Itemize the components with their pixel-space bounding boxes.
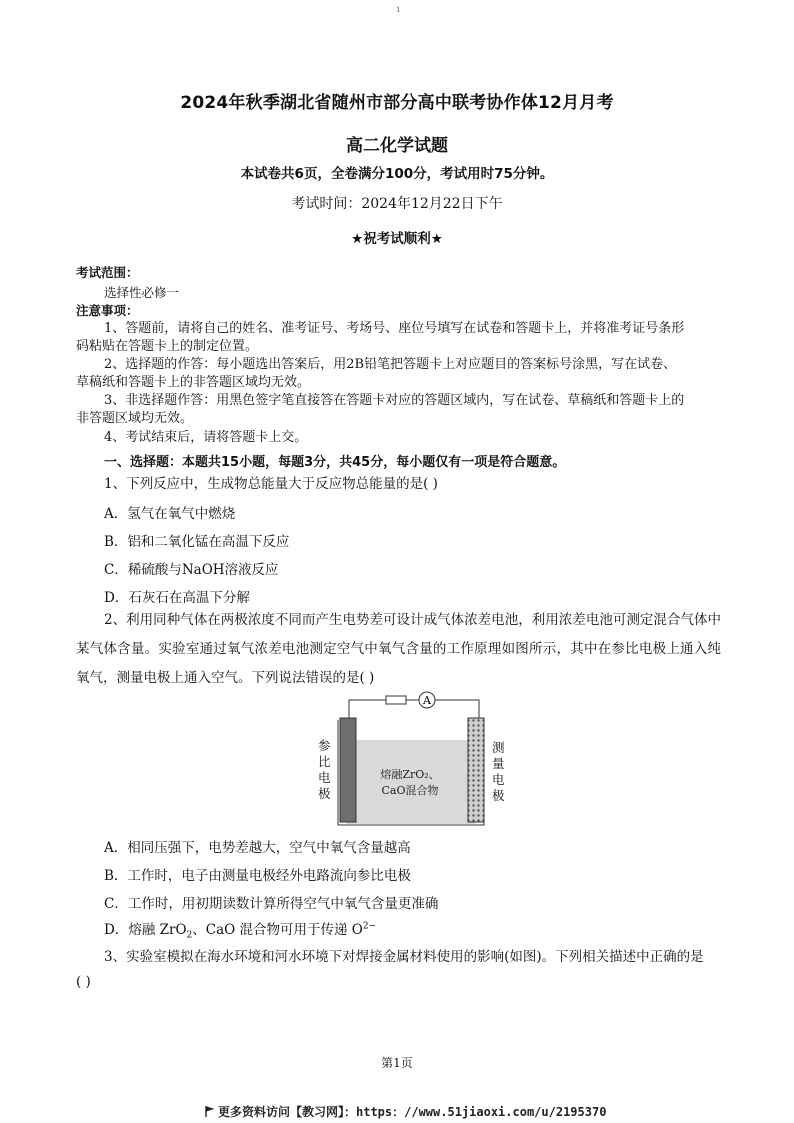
question-3-blank: ( )	[76, 974, 91, 990]
good-luck-line: ★祝考试顺利★	[351, 231, 443, 247]
exam-info: 本试卷共6页，全卷满分100分，考试用时75分钟。	[240, 166, 554, 182]
exam-subtitle: 高二化学试题	[346, 136, 448, 156]
q1-option-c: C．稀硫酸与NaOH溶液反应	[104, 562, 279, 578]
note-line: 2、选择题的作答：每小题选出答案后，用2B铅笔把答题卡上对应题目的答案标号涂黑，写在试卷、	[104, 357, 677, 372]
question-3-stem: 3、实验室模拟在海水环境和河水环境下对焊接金属材料使用的影响(如图)。下列相关描述中正确的是	[104, 949, 704, 965]
footer-link-text: 更多资料访问【教习网】：https：//www.51jiaoxi.com/u/2195370	[218, 1105, 607, 1119]
concentration-cell-diagram	[316, 688, 506, 830]
q2-option-c: C．工作时，用初期读数计算所得空气中氧气含量更准确	[104, 896, 439, 912]
scope-label: 考试范围：	[76, 265, 139, 280]
q1-option-a: A．氢气在氧气中燃烧	[104, 506, 236, 522]
ammeter-label: A	[423, 694, 431, 707]
note-line: 非答题区域均无效。	[76, 411, 194, 426]
measuring-electrode-label: 测量电极	[492, 740, 505, 803]
exam-title: 2024年秋季湖北省随州市部分高中联考协作体12月月考	[180, 93, 614, 113]
electrolyte-label-line2: CaO混合物	[381, 784, 439, 797]
notes-label: 注意事项：	[76, 303, 139, 318]
reference-electrode	[340, 718, 356, 822]
footer-link[interactable]	[205, 1103, 606, 1120]
resistor-icon	[386, 696, 406, 704]
question-1-stem: 1、下列反应中，生成物总能量大于反应物总能量的是( )	[104, 476, 438, 492]
exam-time: 考试时间：2024年12月22日下午	[291, 196, 503, 212]
flag-icon	[205, 1106, 215, 1117]
q1-option-b: B．铝和二氧化锰在高温下反应	[104, 534, 290, 550]
page-number: 第1页	[381, 1056, 413, 1070]
electrolyte-fill	[346, 740, 476, 824]
note-line: 码粘贴在答题卡上的制定位置。	[76, 339, 259, 354]
reference-electrode-label: 参比电极	[318, 738, 331, 801]
note-line: 4、考试结束后，请将答题卡上交。	[104, 430, 308, 445]
q1-option-d: D．石灰石在高温下分解	[104, 590, 250, 606]
q2-option-d: D．熔融 ZrO$_2$、CaO 混合物可用于传递 $O^{2-}$	[104, 921, 377, 941]
q2-option-b: B．工作时，电子由测量电极经外电路流向参比电极	[104, 868, 411, 884]
scope-value: 选择性必修一	[104, 285, 180, 300]
measuring-electrode	[468, 718, 484, 822]
electrolyte-label-line1: 熔融ZrO₂、	[380, 768, 440, 781]
external-circuit-wire	[349, 700, 386, 718]
note-line: 1、答题前，请将自己的姓名、准考证号、考场号、座位号填写在试卷和答题卡上，并将准考证号条形	[104, 321, 685, 336]
note-line: 3、非选择题作答：用黑色签字笔直接答在答题卡对应的答题区域内，写在试卷、草稿纸和答题卡上的	[104, 393, 685, 408]
page-marker: 1	[396, 6, 401, 14]
q2-option-a: A．相同压强下，电势差越大，空气中氧气含量越高	[104, 840, 411, 856]
note-line: 草稿纸和答题卡上的非答题区域均无效。	[76, 375, 311, 390]
question-2-stem: 2、利用同种气体在两极浓度不同而产生电势差可设计成气体浓差电池，利用浓差电池可测定混合气体中某气体含量。实验室通过氧气浓差电池测定空气中氧气含量的工作原理如图所示，其中在参比电极上通入纯氧气，测量电极上通入空气。下列说法错误的是( )	[76, 612, 721, 686]
section-heading: 一、选择题：本题共15小题，每题3分，共45分，每小题仅有一项是符合题意。	[104, 455, 566, 470]
